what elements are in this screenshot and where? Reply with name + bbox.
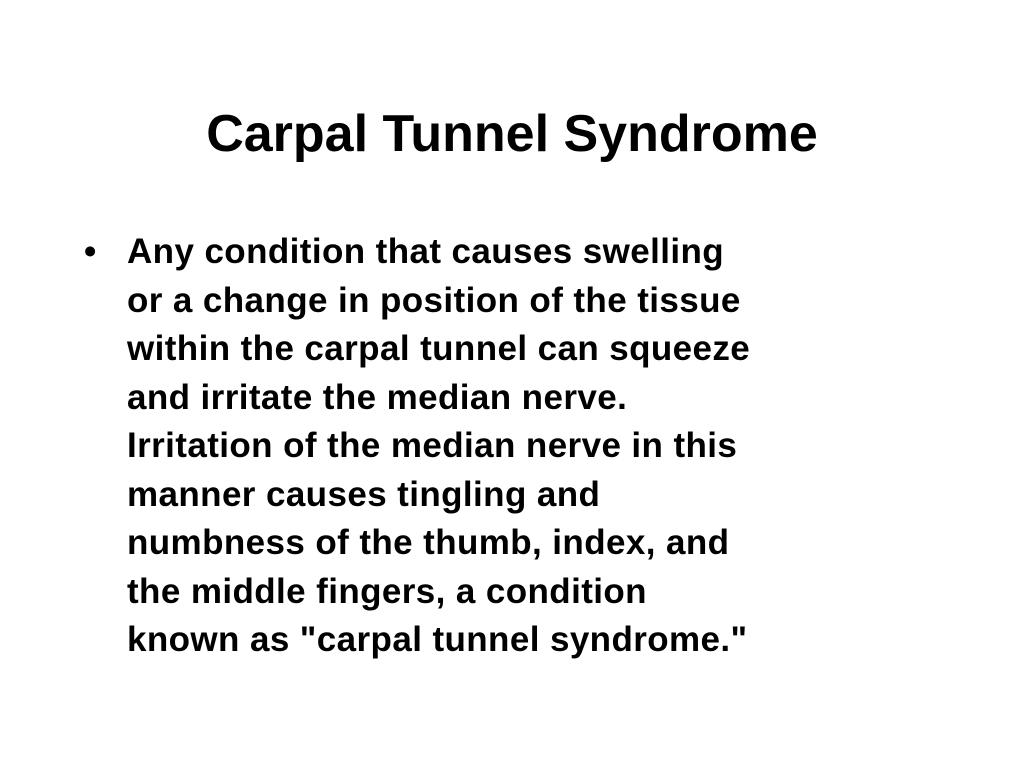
bullet-line: or a change in position of the tissue [127, 280, 741, 320]
bullet-line: manner causes tingling and [127, 474, 601, 514]
bullet-line: the middle fingers, a condition [127, 571, 647, 611]
bullet-line: and irritate the median nerve. [127, 377, 628, 417]
bullet-list [82, 228, 962, 665]
bullet-line: within the carpal tunnel can squeeze [127, 329, 751, 368]
bullet-line: Any condition that causes swelling [127, 232, 725, 271]
bullet-line: numbness of the thumb, index, and [127, 523, 730, 562]
bullet-marker: • [84, 232, 97, 271]
bullet-item [82, 228, 962, 665]
slide-title: Carpal Tunnel Syndrome [206, 105, 818, 163]
bullet-line: Irritation of the median nerve in this [127, 426, 738, 465]
bullet-line: known as "carpal tunnel syndrome." [127, 620, 748, 659]
